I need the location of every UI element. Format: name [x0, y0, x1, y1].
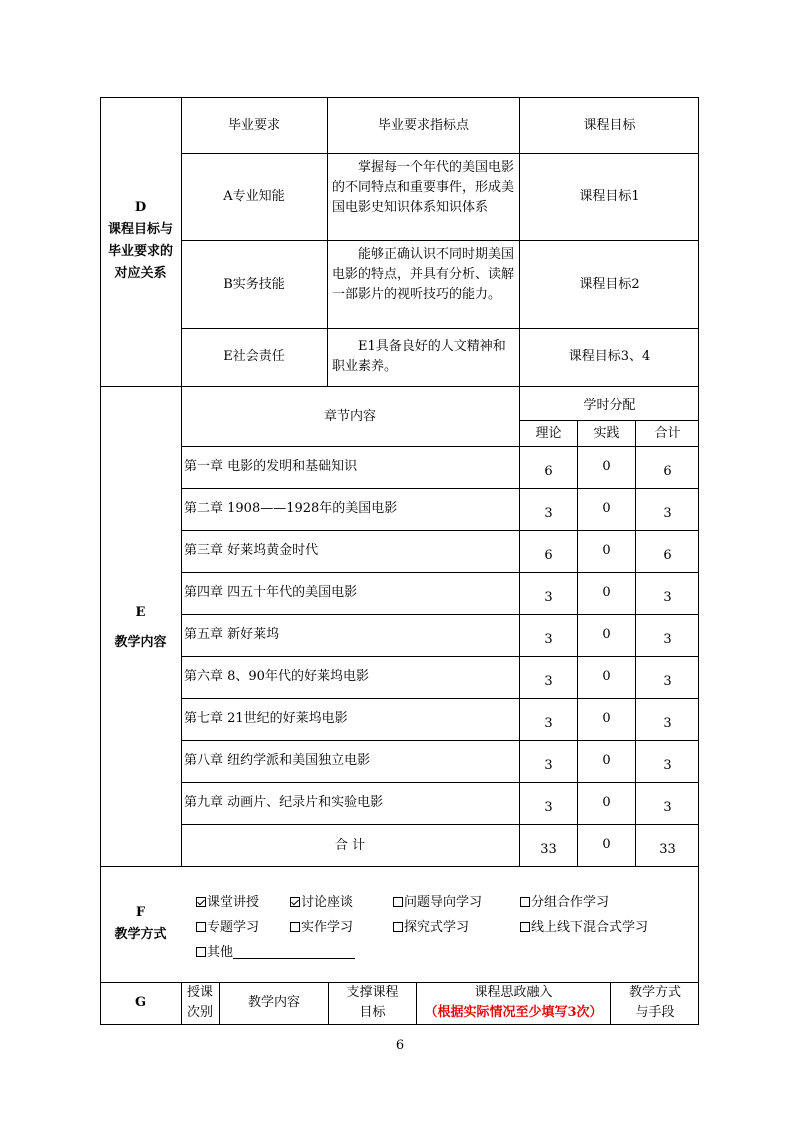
- chapter-practice: 0: [602, 585, 611, 600]
- checkbox-icon[interactable]: [520, 922, 530, 932]
- header-theory: 理论: [535, 426, 562, 441]
- header-teaching-content: 教学内容: [247, 995, 300, 1010]
- section-f-title: 教学方式: [114, 927, 167, 942]
- option-discussion[interactable]: 讨论座谈: [290, 893, 353, 913]
- chapter-theory: 6: [544, 548, 553, 563]
- chapter-theory: 3: [544, 716, 553, 731]
- chapter-theory: 3: [544, 800, 553, 815]
- chapter-name: 第一章 电影的发明和基础知识: [184, 459, 358, 474]
- header-hours: 学时分配: [583, 398, 636, 413]
- chapter-total: 3: [663, 800, 672, 815]
- header-ideology-note: （根据实际情况至少填写3次）: [424, 1005, 603, 1020]
- chapter-total: 3: [663, 632, 672, 647]
- header-support-line2: 目标: [359, 1005, 386, 1020]
- chapter-theory: 3: [544, 506, 553, 521]
- checkbox-checked-icon[interactable]: [196, 897, 206, 907]
- option-topic-study[interactable]: 专题学习: [196, 918, 259, 938]
- chapter-name: 第六章 8、90年代的好莱坞电影: [184, 669, 369, 684]
- chapter-total: 3: [663, 674, 672, 689]
- chapter-theory: 3: [544, 590, 553, 605]
- header-req-indicator: 毕业要求指标点: [377, 118, 469, 133]
- chapter-theory: 6: [544, 464, 553, 479]
- header-course-goal: 课程目标: [583, 118, 636, 133]
- checkbox-checked-icon[interactable]: [290, 897, 300, 907]
- header-total: 合计: [654, 426, 681, 441]
- req-e-goal: 课程目标3、4: [568, 349, 651, 364]
- chapter-practice: 0: [602, 627, 611, 642]
- header-session-line2: 次别: [186, 1005, 213, 1020]
- section-d-title-line2: 毕业要求的: [107, 244, 173, 259]
- chapter-practice: 0: [602, 669, 611, 684]
- chapter-name: 第八章 纽约学派和美国独立电影: [184, 753, 371, 768]
- chapter-practice: 0: [602, 501, 611, 516]
- chapter-practice: 0: [602, 711, 611, 726]
- section-e-title: 教学内容: [114, 635, 167, 650]
- option-other[interactable]: 其他: [196, 943, 355, 963]
- option-practical[interactable]: 实作学习: [290, 918, 353, 938]
- chapter-total: 6: [663, 464, 672, 479]
- section-d-letter: D: [134, 200, 147, 215]
- checkbox-icon[interactable]: [290, 922, 300, 932]
- chapter-practice: 0: [602, 543, 611, 558]
- chapter-name: 第三章 好莱坞黄金时代: [184, 543, 319, 558]
- chapter-name: 第九章 动画片、纪录片和实验电影: [184, 795, 384, 810]
- sum-practice: 0: [602, 837, 611, 852]
- chapter-theory: 3: [544, 674, 553, 689]
- req-a: A专业知能: [223, 189, 285, 204]
- page-number: 6: [395, 1038, 405, 1053]
- chapter-name: 第二章 1908——1928年的美国电影: [184, 501, 398, 516]
- req-e: E社会责任: [223, 349, 285, 364]
- header-practice: 实践: [593, 426, 620, 441]
- sum-label: 合 计: [334, 838, 366, 853]
- chapter-name: 第四章 四五十年代的美国电影: [184, 585, 358, 600]
- req-a-point: 掌握每一个年代的美国电影的不同特点和重要事件，形成美国电影史知识体系知识体系: [332, 160, 515, 215]
- req-b-goal: 课程目标2: [579, 277, 640, 292]
- chapter-total: 3: [663, 716, 672, 731]
- section-f-letter: F: [135, 905, 146, 920]
- req-b-point: 能够正确认识不同时期美国电影的特点，并具有分析、读解一部影片的视听技巧的能力。: [332, 247, 515, 302]
- section-d-title-line1: 课程目标与: [107, 222, 173, 237]
- checkbox-icon[interactable]: [520, 897, 530, 907]
- chapter-total: 3: [663, 590, 672, 605]
- chapter-name: 第七章 21世纪的好莱坞电影: [184, 711, 348, 726]
- header-method-line1: 教学方式: [628, 985, 681, 1000]
- chapter-practice: 0: [602, 459, 611, 474]
- section-d-title-line3: 对应关系: [114, 266, 167, 281]
- chapter-name: 第五章 新好莱坞: [184, 627, 280, 642]
- header-support-line1: 支撑课程: [346, 985, 399, 1000]
- chapter-theory: 3: [544, 632, 553, 647]
- sum-total: 33: [659, 842, 676, 857]
- header-method-line2: 与手段: [635, 1005, 675, 1020]
- req-b: B实务技能: [223, 277, 285, 292]
- header-graduation-req: 毕业要求: [227, 118, 280, 133]
- header-chapter-content: 章节内容: [323, 409, 376, 424]
- checkbox-icon[interactable]: [393, 897, 403, 907]
- option-group-work[interactable]: 分组合作学习: [520, 893, 609, 913]
- header-ideology: 课程思政融入: [474, 985, 553, 1000]
- req-a-goal: 课程目标1: [579, 189, 640, 204]
- chapter-total: 6: [663, 548, 672, 563]
- checkbox-icon[interactable]: [196, 947, 206, 957]
- checkbox-icon[interactable]: [196, 922, 206, 932]
- option-blended[interactable]: 线上线下混合式学习: [520, 918, 648, 938]
- chapter-total: 3: [663, 758, 672, 773]
- option-inquiry[interactable]: 探究式学习: [393, 918, 469, 938]
- option-lecture[interactable]: 课堂讲授: [196, 893, 259, 913]
- chapter-practice: 0: [602, 753, 611, 768]
- header-session-line1: 授课: [186, 985, 213, 1000]
- req-e-point: E1具备良好的人文精神和职业素养。: [332, 339, 506, 374]
- chapter-practice: 0: [602, 795, 611, 810]
- chapter-theory: 3: [544, 758, 553, 773]
- option-problem-based[interactable]: 问题导向学习: [393, 893, 482, 913]
- sum-theory: 33: [540, 842, 557, 857]
- other-blank-field[interactable]: [233, 944, 355, 959]
- section-e-letter: E: [135, 605, 146, 620]
- checkbox-icon[interactable]: [393, 922, 403, 932]
- section-g-letter: G: [134, 995, 147, 1010]
- chapter-total: 3: [663, 506, 672, 521]
